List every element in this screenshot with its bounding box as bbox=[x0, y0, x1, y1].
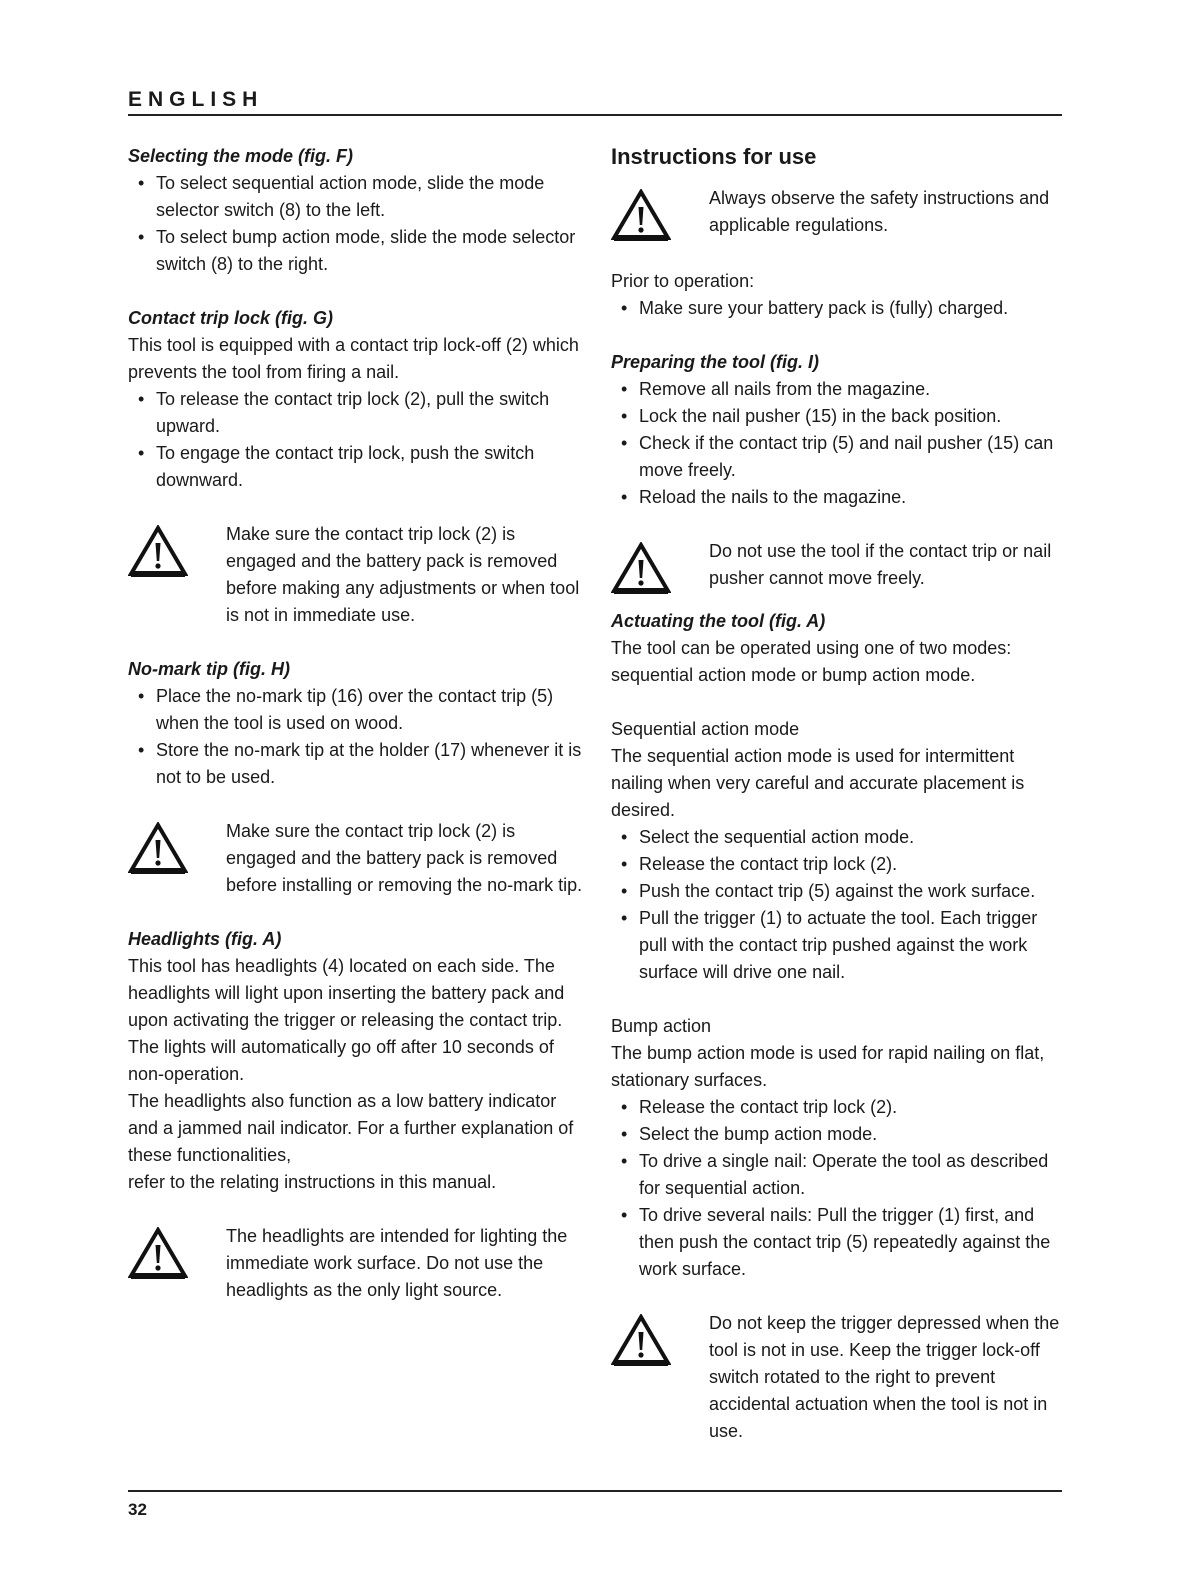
list-item: • Check if the contact trip (5) and nail pusher (15) can move freely. bbox=[611, 430, 1062, 484]
section-prior-to-operation bbox=[611, 268, 1062, 322]
warning-text: Do not keep the trigger depressed when the tool is not in use. Keep the trigger lock-off switch rotated to the right to prevent accidental actuation when the tool is not in use. bbox=[709, 1313, 1060, 1441]
section-title: Headlights (fig. A) bbox=[128, 929, 282, 949]
warning-text: Make sure the contact trip lock (2) is engaged and the battery pack is removed before making any adjustments or when tool is not in immediate use. bbox=[226, 524, 580, 625]
list-item: • To drive a single nail: Operate the tool as described for sequential action. bbox=[611, 1148, 1062, 1202]
bullet-list bbox=[611, 376, 1062, 511]
warning-block bbox=[128, 521, 588, 629]
list-item: • Reload the nails to the magazine. bbox=[611, 484, 1062, 511]
list-item: • Release the contact trip lock (2). bbox=[611, 851, 1062, 878]
list-item: • To engage the contact trip lock, push the switch downward. bbox=[128, 440, 588, 494]
warning-block bbox=[611, 1310, 1062, 1445]
warning-icon bbox=[611, 1310, 709, 1366]
list-item: • Select the sequential action mode. bbox=[611, 824, 1062, 851]
warning-block bbox=[611, 185, 1062, 241]
section-sequential-action bbox=[611, 716, 1062, 986]
warning-text: Do not use the tool if the contact trip or nail pusher cannot move freely. bbox=[709, 541, 1052, 588]
left-column bbox=[128, 143, 588, 1331]
section-title: Prior to operation: bbox=[611, 271, 755, 291]
section-actuating-tool bbox=[611, 608, 1062, 689]
footer-rule bbox=[128, 1490, 1062, 1492]
warning-text: Make sure the contact trip lock (2) is engaged and the battery pack is removed before installing or removing the no-mark tip. bbox=[226, 821, 583, 895]
warning-icon bbox=[611, 185, 709, 241]
list-item: • Lock the nail pusher (15) in the back position. bbox=[611, 403, 1062, 430]
bullet-list bbox=[611, 1094, 1062, 1283]
section-selecting-mode bbox=[128, 143, 588, 278]
paragraph: refer to the relating instructions in this manual. bbox=[128, 1172, 497, 1192]
warning-block bbox=[128, 1223, 588, 1304]
paragraph: The sequential action mode is used for intermittent nailing when very careful and accurate placement is desired. bbox=[611, 746, 1025, 820]
header-rule bbox=[128, 114, 1062, 116]
section-title: Selecting the mode (fig. F) bbox=[128, 146, 354, 166]
warning-block bbox=[611, 538, 1062, 594]
list-item: • Place the no-mark tip (16) over the contact trip (5) when the tool is used on wood. bbox=[128, 683, 588, 737]
paragraph: This tool has headlights (4) located on each side. The headlights will light upon inserting the battery pack and upon activating the trigger or releasing the contact trip. The lights will automatically go off after 10 seconds of non-operation. bbox=[128, 956, 565, 1084]
language-header: ENGLISH bbox=[128, 88, 264, 111]
paragraph: The bump action mode is used for rapid nailing on flat, stationary surfaces. bbox=[611, 1043, 1045, 1090]
list-item: • To release the contact trip lock (2), pull the switch upward. bbox=[128, 386, 588, 440]
section-title: Preparing the tool (fig. I) bbox=[611, 352, 819, 372]
section-bump-action bbox=[611, 1013, 1062, 1283]
warning-block bbox=[128, 818, 588, 899]
section-contact-trip-lock bbox=[128, 305, 588, 494]
warning-icon bbox=[128, 818, 226, 874]
list-item: • Remove all nails from the magazine. bbox=[611, 376, 1062, 403]
list-item: • Make sure your battery pack is (fully) charged. bbox=[611, 295, 1062, 322]
warning-icon bbox=[128, 521, 226, 577]
section-title: Actuating the tool (fig. A) bbox=[611, 611, 826, 631]
bullet-list bbox=[128, 683, 588, 791]
warning-icon bbox=[611, 538, 709, 594]
section-headlights bbox=[128, 926, 588, 1196]
list-item: • Push the contact trip (5) against the work surface. bbox=[611, 878, 1062, 905]
section-title: No-mark tip (fig. H) bbox=[128, 659, 290, 679]
paragraph: The tool can be operated using one of two modes: sequential action mode or bump action mode. bbox=[611, 638, 1012, 685]
page-number: 32 bbox=[128, 1500, 147, 1519]
section-title: Contact trip lock (fig. G) bbox=[128, 308, 333, 328]
paragraph: The headlights also function as a low battery indicator and a jammed nail indicator. For a further explanation of these functionalities, bbox=[128, 1091, 574, 1165]
section-title: Sequential action mode bbox=[611, 719, 800, 739]
section-title: Bump action bbox=[611, 1016, 712, 1036]
instructions-heading: Instructions for use bbox=[611, 144, 817, 169]
bullet-list bbox=[128, 386, 588, 494]
paragraph: This tool is equipped with a contact trip lock-off (2) which prevents the tool from firing a nail. bbox=[128, 335, 579, 382]
list-item: • To drive several nails: Pull the trigger (1) first, and then push the contact trip (5) repeatedly against the work surface. bbox=[611, 1202, 1062, 1283]
warning-text: Always observe the safety instructions and applicable regulations. bbox=[709, 188, 1050, 235]
bullet-list bbox=[128, 170, 588, 278]
list-item: • Store the no-mark tip at the holder (17) whenever it is not to be used. bbox=[128, 737, 588, 791]
warning-icon bbox=[128, 1223, 226, 1279]
list-item: • Release the contact trip lock (2). bbox=[611, 1094, 1062, 1121]
bullet-list bbox=[611, 295, 1062, 322]
section-preparing-tool bbox=[611, 349, 1062, 511]
right-column bbox=[611, 143, 1062, 1445]
warning-text: The headlights are intended for lighting the immediate work surface. Do not use the headlights as the only light source. bbox=[226, 1226, 568, 1300]
list-item: • Pull the trigger (1) to actuate the tool. Each trigger pull with the contact trip pushed against the work surface will drive one nail. bbox=[611, 905, 1062, 986]
section-no-mark-tip bbox=[128, 656, 588, 791]
list-item: • To select bump action mode, slide the mode selector switch (8) to the right. bbox=[128, 224, 588, 278]
list-item: • To select sequential action mode, slide the mode selector switch (8) to the left. bbox=[128, 170, 588, 224]
bullet-list bbox=[611, 824, 1062, 986]
list-item: • Select the bump action mode. bbox=[611, 1121, 1062, 1148]
